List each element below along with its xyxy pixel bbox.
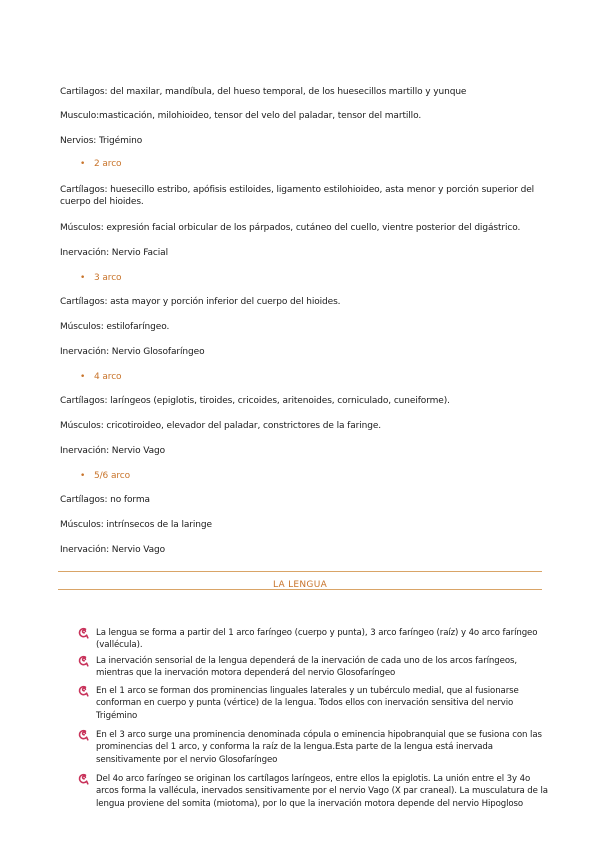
bullet-dot-icon: •	[80, 159, 86, 169]
section-heading-box	[58, 571, 542, 590]
arch3-musculos: Músculos: estilofaríngeo.	[60, 322, 170, 332]
arch56-title	[80, 470, 130, 482]
arch4-musculos: Músculos: cricotiroideo, elevador del paladar, constrictores de la faringe.	[60, 421, 382, 431]
spiral-bullet-icon	[78, 627, 89, 639]
arch2-title-text: 2 arco	[94, 159, 122, 169]
spiral-bullet-icon	[78, 773, 89, 785]
arch4-inervacion: Inervación: Nervio Vago	[60, 446, 166, 456]
arch3-title	[80, 272, 121, 284]
list-item-text: La inervación sensorial de la lengua dependerá de la inervación de cada uno de los arcos faríngeos, mientras que la inervación motora dependerá del nervio Glosofaríngeo	[96, 656, 517, 679]
arch2-cartilagos: Cartílagos: huesecillo estribo, apófisis estiloides, ligamento estilohioideo, asta menor y porción superior del cuerpo del hioides.	[60, 185, 535, 207]
list-item-text: En el 3 arco surge una prominencia denominada cópula o eminencia hipobranquial que se fusiona con las prominencias del 1 arco, y conforma la raíz de la lengua.Esta parte de la lengua está inervada sensitivamente por el nervio Glosofaríngeo	[96, 730, 542, 765]
list-item-text: La lengua se forma a partir del 1 arco faríngeo (cuerpo y punta), 3 arco faríngeo (raíz) y 4o arco faríngeo (vallécula).	[96, 628, 538, 651]
arch1-musculo: Musculo:masticación, milohioideo, tensor del velo del paladar, tensor del martillo.	[60, 111, 422, 121]
list-item-text: En el 1 arco se forman dos prominencias linguales laterales y un tubérculo medial, que al fusionarse conforman en cuerpo y punta (vértice) de la lengua. Todos ellos con inervación sensitiva del nervio Trigémino	[96, 686, 519, 721]
arch1-nervios: Nervios: Trigémino	[60, 136, 143, 146]
section-heading: LA LENGUA	[272, 580, 328, 590]
spiral-bullet-icon	[78, 655, 89, 667]
bullet-dot-icon: •	[80, 471, 86, 481]
arch56-cartilagos: Cartílagos: no forma	[60, 495, 150, 505]
arch4-cartilagos: Cartílagos: laríngeos (epiglotis, tiroides, cricoides, aritenoides, corniculado, cuneiforme).	[60, 396, 450, 406]
arch2-title	[80, 158, 121, 170]
bullet-dot-icon: •	[80, 273, 86, 283]
arch4-title-text: 4 arco	[94, 372, 122, 382]
arch3-cartilagos: Cartílagos: asta mayor y porción inferior del cuerpo del hioides.	[60, 297, 341, 307]
arch1-cartilagos: Cartilagos: del maxilar, mandíbula, del hueso temporal, de los huesecillos martillo y yunque	[60, 87, 467, 97]
list-item-text: Del 4o arco faríngeo se originan los cartílagos laríngeos, entre ellos la epiglotis. La unión entre el 3y 4o arcos forma la vallécula, inervados sensitivamente por el nervio Vago (X par craneal). La musculatura de la lengua proviene del somita (miotoma), por lo que la inervación motora depende del nervio Hipogloso	[96, 774, 548, 809]
arch2-inervacion: Inervación: Nervio Facial	[60, 248, 168, 258]
arch56-title-text: 5/6 arco	[94, 471, 131, 481]
spiral-bullet-icon	[78, 685, 89, 697]
arch56-musculos: Músculos: intrínsecos de la laringe	[60, 520, 212, 530]
arch56-inervacion: Inervación: Nervio Vago	[60, 545, 166, 555]
bullet-dot-icon: •	[80, 372, 86, 382]
arch3-title-text: 3 arco	[94, 273, 122, 283]
arch4-title	[80, 371, 121, 383]
arch3-inervacion: Inervación: Nervio Glosofaríngeo	[60, 347, 205, 357]
spiral-bullet-icon	[78, 729, 89, 741]
arch2-musculos: Músculos: expresión facial orbicular de los párpados, cutáneo del cuello, vientre posterior del digástrico.	[60, 223, 521, 233]
